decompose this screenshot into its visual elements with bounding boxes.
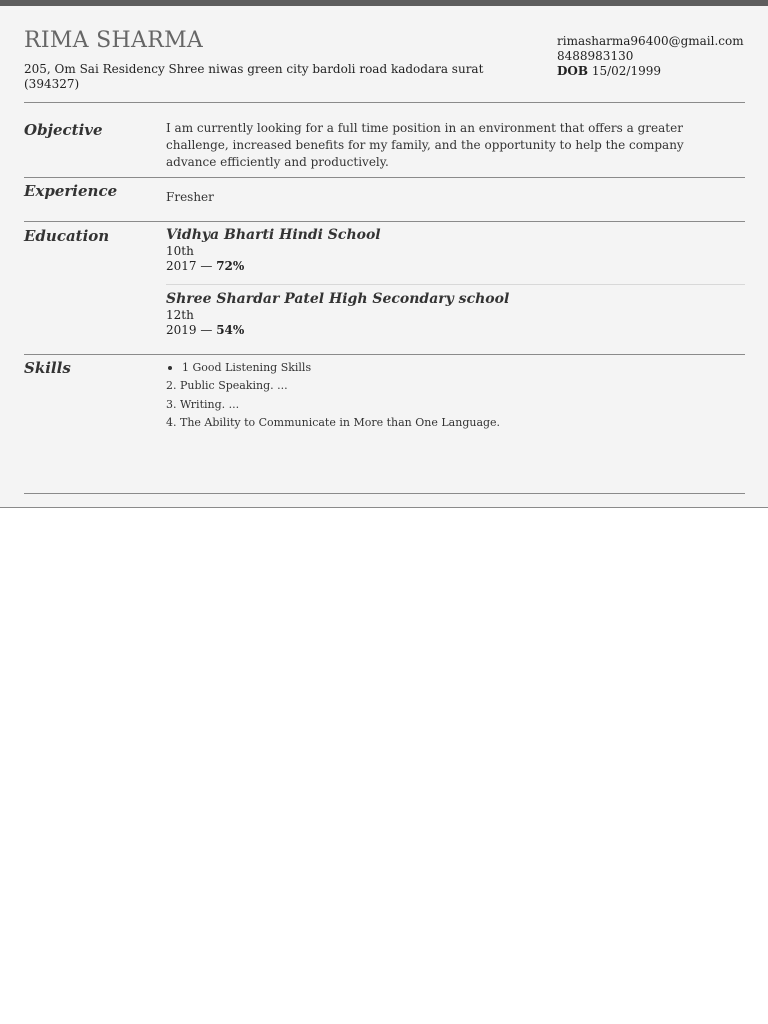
education-year-2: 2019	[166, 323, 197, 337]
skill-item: 2. Public Speaking. ...	[166, 379, 288, 392]
candidate-name: RIMA SHARMA	[24, 28, 204, 53]
dob-label: DOB	[557, 64, 589, 78]
email-text: rimasharma96400@gmail.com	[557, 34, 744, 48]
experience-title: Experience	[24, 182, 118, 200]
education-entry-divider	[166, 284, 745, 285]
candidate-address: 205, Om Sai Residency Shree niwas green city bardoli road kadodara surat (394327)	[24, 62, 484, 91]
resume-sheet	[0, 6, 768, 508]
dob-line	[557, 64, 744, 79]
education-separator-2: —	[200, 323, 213, 337]
skill-item: 4. The Ability to Communicate in More than One Language.	[166, 416, 501, 429]
education-title: Education	[24, 227, 110, 245]
phone-text: 8488983130	[557, 49, 634, 63]
education-grade-2: 12th	[166, 308, 194, 322]
education-year-line-1	[166, 259, 244, 274]
education-score-1: 72%	[216, 259, 245, 273]
skill-item	[166, 361, 311, 374]
education-score-2: 54%	[216, 323, 245, 337]
education-school-2: Shree Shardar Patel High Secondary school	[166, 291, 510, 307]
experience-divider	[24, 221, 745, 222]
dob-value: 15/02/1999	[591, 64, 662, 78]
objective-text: I am currently looking for a full time position in an environment that offers a greater challenge, increased benefits for my family, and the opportunity to help the company advance efficiently and productively.	[166, 121, 684, 169]
skill-item-label: 1 Good Listening Skills	[182, 361, 312, 374]
objective-divider	[24, 177, 745, 178]
resume-header	[24, 28, 745, 102]
skill-item: 3. Writing. ...	[166, 398, 240, 411]
bullet-icon	[168, 366, 172, 370]
education-grade-1: 10th	[166, 244, 194, 258]
education-school-1: Vidhya Bharti Hindi School	[166, 227, 381, 243]
education-year-1: 2017	[166, 259, 197, 273]
objective-title: Objective	[24, 121, 103, 139]
skills-title: Skills	[24, 359, 71, 377]
skills-divider	[24, 493, 745, 494]
education-divider	[24, 354, 745, 355]
experience-text: Fresher	[166, 190, 214, 204]
contact-block	[557, 34, 744, 79]
header-divider	[24, 102, 745, 103]
education-separator-1: —	[200, 259, 213, 273]
education-year-line-2	[166, 323, 244, 338]
